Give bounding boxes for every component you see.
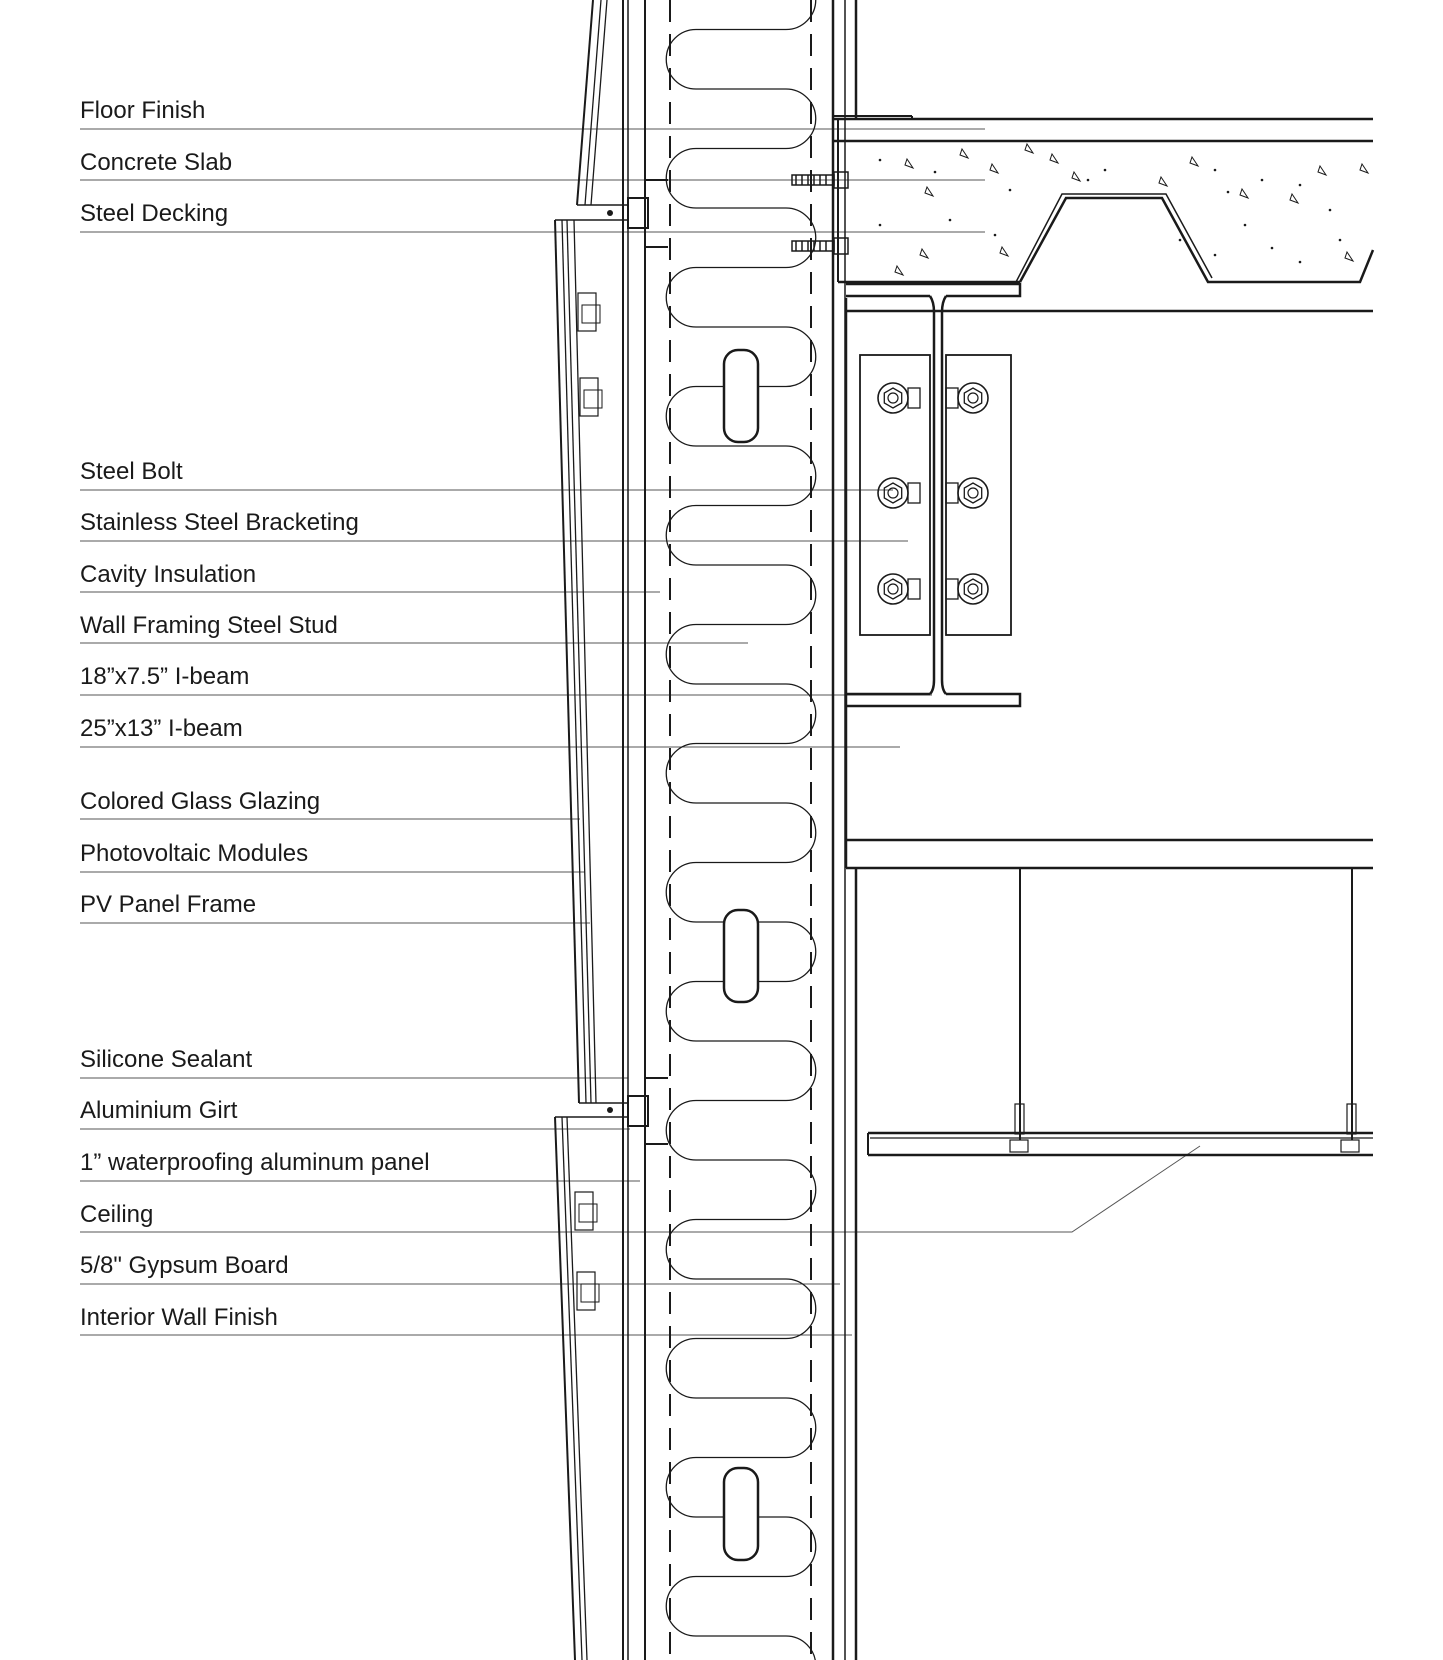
aggregate-dot [1009, 189, 1012, 192]
label-colored-glass-glazing: Colored Glass Glazing [80, 788, 321, 815]
bracket-bolt [878, 478, 920, 508]
concrete-aggregate [879, 144, 1368, 275]
label-group [80, 97, 1200, 1335]
label-25x13-i-beam: 25”x13” I-beam [80, 715, 243, 742]
label-gypsum-board: 5/8" Gypsum Board [80, 1252, 289, 1279]
bracket-bolt [946, 383, 988, 413]
floor-slab [834, 116, 1373, 282]
label-aluminium-girt: Aluminium Girt [80, 1097, 238, 1124]
aggregate-dot [1214, 254, 1217, 257]
label-ceiling: Ceiling [80, 1201, 154, 1228]
suspended-ceiling [868, 868, 1373, 1155]
aggregate-stone [1025, 144, 1033, 153]
bracket-bolt [946, 478, 988, 508]
aggregate-stone [1290, 194, 1298, 203]
aggregate-stone [1072, 172, 1080, 181]
stud-punch-outs [724, 350, 758, 1560]
aggregate-dot [1227, 191, 1230, 194]
label-concrete-slab: Concrete Slab [80, 149, 233, 176]
aggregate-stone [920, 249, 928, 258]
wall-layers [623, 0, 856, 1660]
cavity-insulation-pattern [666, 0, 816, 1660]
label-floor-finish: Floor Finish [80, 97, 206, 124]
aggregate-dot [1104, 169, 1107, 172]
aggregate-dot [949, 219, 952, 222]
bracket-bolt [878, 383, 920, 413]
aggregate-dot [1244, 224, 1247, 227]
aggregate-dot [879, 159, 882, 162]
aggregate-dot [994, 234, 997, 237]
aggregate-dot [1271, 247, 1274, 250]
slab-anchor-bolts [792, 172, 848, 254]
aggregate-dot [1299, 261, 1302, 264]
aggregate-stone [1159, 177, 1167, 186]
aggregate-dot [934, 171, 937, 174]
label-cavity-insulation: Cavity Insulation [80, 561, 257, 588]
bracket-bolt [878, 574, 920, 604]
aggregate-stone [1318, 166, 1326, 175]
label-silicone-sealant: Silicone Sealant [80, 1046, 253, 1073]
pv-glazing-panels [555, 0, 612, 1660]
label-stainless-steel-bracketing: Stainless Steel Bracketing [80, 509, 359, 536]
bracket-bolt [946, 574, 988, 604]
label-pv-panel-frame: PV Panel Frame [80, 891, 257, 918]
aggregate-stone [1360, 164, 1368, 173]
steel-decking-profile [1020, 198, 1373, 282]
label-steel-decking: Steel Decking [80, 200, 229, 227]
aggregate-dot [1339, 239, 1342, 242]
label-18x7-5-i-beam: 18”x7.5” I-beam [80, 663, 250, 690]
label-photovoltaic-modules: Photovoltaic Modules [80, 840, 309, 867]
label-steel-bolt: Steel Bolt [80, 458, 183, 485]
aggregate-dot [1179, 239, 1182, 242]
aggregate-stone [925, 187, 933, 196]
i-beam-25x13 [846, 298, 1373, 868]
aggregate-dot [1299, 184, 1302, 187]
aggregate-stone [1240, 189, 1248, 198]
i-beam-18x7-5 [846, 284, 1020, 706]
aggregate-dot [1261, 179, 1264, 182]
label-waterproofing-aluminum-panel: 1” waterproofing aluminum panel [80, 1149, 430, 1176]
aggregate-stone [1000, 247, 1008, 256]
aggregate-stone [960, 149, 968, 158]
aggregate-dot [1329, 209, 1332, 212]
aggregate-dot [1214, 169, 1217, 172]
aggregate-stone [1050, 154, 1058, 163]
aggregate-stone [895, 266, 903, 275]
label-wall-framing-steel-stud: Wall Framing Steel Stud [80, 612, 338, 639]
label-interior-wall-finish: Interior Wall Finish [80, 1304, 278, 1331]
aggregate-stone [1190, 157, 1198, 166]
aggregate-stone [905, 159, 913, 168]
aggregate-stone [1345, 252, 1353, 261]
aluminium-girts [607, 180, 668, 1144]
aggregate-dot [879, 224, 882, 227]
aggregate-stone [990, 164, 998, 173]
aggregate-dot [1087, 179, 1090, 182]
